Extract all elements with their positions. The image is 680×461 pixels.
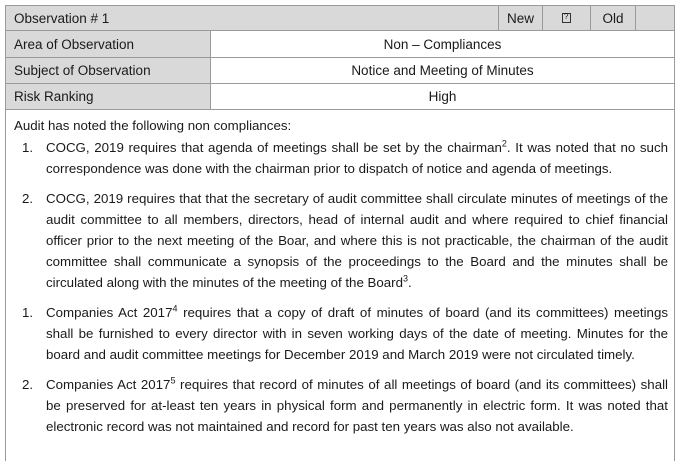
new-option	[499, 6, 543, 30]
area-of-observation-row	[6, 31, 674, 58]
checkbox-cell[interactable]	[543, 6, 591, 30]
list-item-number: 2.	[22, 191, 34, 206]
checkbox-icon[interactable]	[562, 13, 571, 23]
risk-label-text: Risk Ranking	[14, 89, 94, 104]
list-item	[14, 374, 668, 437]
header-empty-cell	[636, 6, 674, 30]
subject-of-observation-row	[6, 58, 674, 84]
list-item-text	[46, 137, 668, 179]
observation-form	[5, 5, 675, 461]
risk-ranking-row	[6, 84, 674, 110]
subject-label	[6, 58, 211, 83]
list-item-text-end: requires that a copy of draft of minutes of board (and its committees) meetings shall be furnished to every director with in seven working days of the date of meeting. Minutes for the board and audit committee meetings for December 2019 and March 2019 were not circulated timely.	[46, 305, 668, 362]
new-label: New	[506, 10, 534, 26]
area-value	[211, 31, 674, 57]
list-item-text	[46, 374, 668, 437]
subject-label-text: Subject of Observation	[14, 63, 151, 78]
list-item-text-end: requires that record of minutes of all meetings of board (and its committees) shall be preserved for at-least ten years in physical form and permanently in electric form. It was noted that electronic record was not maintained and record for past ten years was also not available.	[46, 377, 668, 434]
list-item-number: 2.	[22, 377, 34, 392]
list-item-text-start: COCG, 2019 requires that that the secretary of audit committee shall circulate minutes of meetings of the audit committee to all members, directors, head of internal audit and where required to chief financial officer prior to the next meeting of the Boar, and where this is not practicable, the chairman of the audit committee shall communicate a synopsis of the proceedings to the Board and the minutes shall be circulated along with the minutes of the meeting of the Board	[46, 191, 668, 290]
old-label: Old	[602, 10, 624, 26]
old-option	[591, 6, 636, 30]
risk-value-text: High	[428, 89, 457, 104]
footnote-ref: 2	[501, 138, 507, 149]
observation-label: Observation # 1	[14, 10, 110, 26]
list-item-text-start: COCG, 2019 requires that agenda of meetings shall be set by the chairman	[46, 140, 502, 155]
list-item	[14, 302, 668, 365]
list-item-text-start: Companies Act 2017	[46, 305, 173, 320]
footnote-ref: 5	[170, 375, 176, 386]
risk-label	[6, 84, 211, 109]
subject-value-text: Notice and Meeting of Minutes	[351, 63, 534, 78]
area-label	[6, 31, 211, 57]
subject-value	[211, 58, 674, 83]
list-item	[14, 188, 668, 293]
observation-details	[6, 110, 674, 461]
footnote-ref: 4	[172, 303, 178, 314]
header-row	[6, 6, 674, 31]
list-item-text	[46, 188, 668, 293]
list-item	[14, 137, 668, 179]
risk-value	[211, 84, 674, 109]
list-item-number: 1.	[22, 140, 34, 155]
list-item-text-end: .	[408, 275, 412, 290]
intro-text: Audit has noted the following non compliances:	[14, 118, 292, 133]
area-value-text: Non – Compliances	[383, 36, 502, 52]
area-label-text: Area of Observation	[14, 36, 135, 52]
footnote-ref: 3	[403, 273, 409, 284]
list-item-text	[46, 302, 668, 365]
list-item-number: 1.	[22, 305, 34, 320]
list-item-text-start: Companies Act 2017	[46, 377, 171, 392]
list-item-text-end: . It was noted that no such correspondence was done with the chairman prior to dispatch of notice and agenda of meetings.	[46, 140, 668, 176]
observation-number	[6, 6, 499, 30]
